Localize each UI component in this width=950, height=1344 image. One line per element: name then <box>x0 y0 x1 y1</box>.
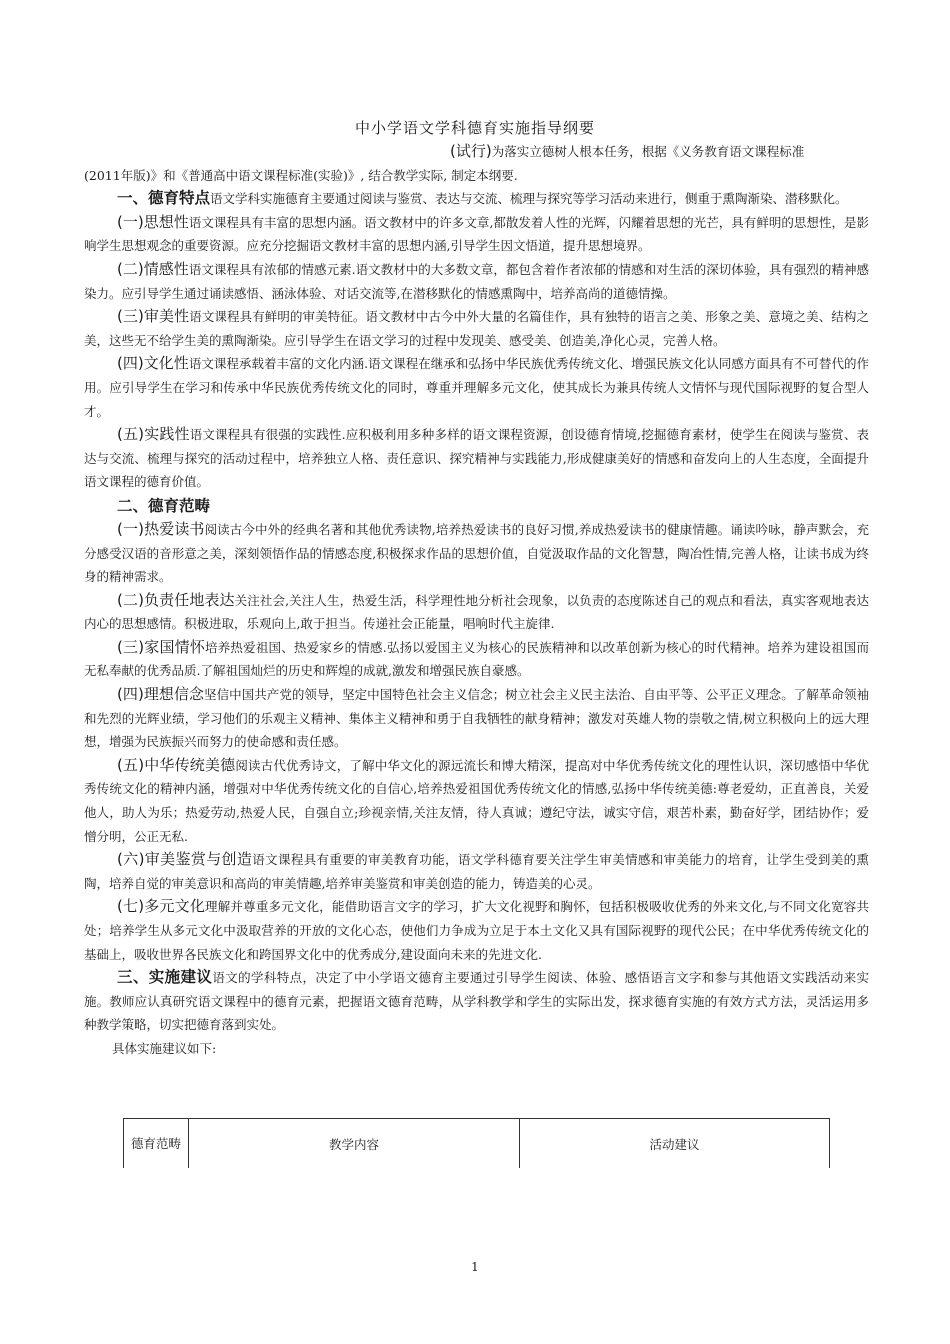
item-text: 理解并尊重多元文化，能借助语言文字的学习，扩大文化视野和胸怀，包括积极吸收优秀的外来文化,与不同文化宽容共处；培养学生从多元文化中汲取营养的开放的文化心态，使他们力争成为立足于本土文化又具有国际视野的现代公民；在中华优秀传统文化的基础上，吸收世界各民族文化和跨国界文化中的优秀成分,建设面向未来的先进文化. <box>84 899 869 962</box>
item-label: (五)中华传统美德 <box>117 755 236 774</box>
document-title: 中小学语文学科德育实施指导纲要 <box>354 119 595 137</box>
item-label: (六)审美鉴赏与创造 <box>117 850 253 869</box>
item-label: (一)思想性 <box>117 212 189 231</box>
section-2-item-4 <box>84 683 869 754</box>
item-label: (四)文化性 <box>117 354 189 373</box>
section-1-paragraph <box>84 187 869 211</box>
item-text: 语文课程具有浓郁的情感元素.语文教材中的大多数文章，都包含着作者浓郁的情感和对生活的深切体验，具有强烈的精神感染力。应引导学生通过诵读感悟、涵泳体验、对话交流等,在潜移默化的情感熏陶中，培养高尚的道德情操。 <box>84 261 869 301</box>
page-number: 1 <box>471 1260 479 1274</box>
section-1-item-4 <box>84 352 869 423</box>
table-header-cell: 德育范畴 <box>124 1119 189 1169</box>
item-text: 语文课程具有丰富的思想内涵。语文教材中的许多文章,都散发着人性的光辉，闪耀着思想的光芒，具有鲜明的思想性，是影响学生思想观念的重要资源。应充分挖掘语文教材丰富的思想内涵,引导学生因文悟道，提升思想境界。 <box>84 214 869 254</box>
item-text: 阅读古代优秀诗文，了解中华文化的源远流长和博大精深，提高对中华优秀传统文化的理性认识，深切感悟中华优秀传统文化的精神内涵，增强对中华优秀传统文化的自信心,培养热爱祖国优秀传统文化的情感,弘扬中华传统美德:尊老爱幼，正直善良，关爱他人，助人为乐；热爱劳动,热爱人民，自强自立;珍视亲情,关注友情，待人真诚；遵纪守法，诚实守信，艰苦朴素，勤奋好学，团结协作；爱憎分明，公正无私. <box>84 757 869 844</box>
section-2-item-7 <box>84 895 869 966</box>
item-text: 语文课程承载着丰富的文化内涵.语文课程在继承和弘扬中华民族优秀传统文化、增强民族文化认同感方面具有不可替代的作用。应引导学生在学习和传承中华民族优秀传统文化的同时，尊重并理解多元文化，使其成长为兼具传统人文情怀与现代国际视野的复合型人才。 <box>84 356 869 419</box>
section-2-item-6 <box>84 848 869 895</box>
item-label: (七)多元文化 <box>117 897 206 916</box>
section-1-item-3 <box>84 305 869 352</box>
section-1-item-5 <box>84 423 869 494</box>
item-label: (三)审美性 <box>117 307 190 326</box>
item-label: (二)情感性 <box>117 259 189 278</box>
item-text: 关注社会,关注人生，热爱生活，科学理性地分析社会现象，以负责的态度陈述自己的观点和看法，真实客观地表达内心的思想感情。积极进取，乐观向上,敢于担当。传递社会正能量，唱响时代主旋律. <box>84 592 869 632</box>
document-body <box>84 140 869 1061</box>
section-2-heading: 二、德育范畴 <box>117 496 211 515</box>
section-3-text: 语文的学科特点，决定了中小学语文德育主要通过引导学生阅读、体验、感悟语言文字和参与其他语文实践活动来实施。教师应认真研究语文课程中的德育元素，把握语文德育范畴，从学科教学和学生的实际出发，探求德育实施的有效方式方法，灵活运用多种教学策略，切实把德育落到实处。 <box>84 970 869 1033</box>
section-3-heading: 三、实施建议 <box>117 968 213 987</box>
item-text: 语文课程具有鲜明的审美特征。语文教材中古今中外大量的名篇佳作，具有独特的语言之美、形象之美、意境之美、结构之美，这些无不给学生美的熏陶渐染。应引导学生在语文学习的过程中发现美、感受美、创造美,净化心灵，完善人格。 <box>84 309 869 348</box>
item-label: (五)实践性 <box>117 425 190 444</box>
table-header-row <box>124 1119 830 1169</box>
implementation-table <box>123 1118 830 1168</box>
item-label: (二)负责任地表达 <box>117 590 235 609</box>
section-1-item-2 <box>84 258 869 305</box>
section-1-heading: 一、德育特点 <box>117 189 211 208</box>
trial-label: (试行) <box>450 142 492 160</box>
item-text: 坚信中国共产党的领导，坚定中国特色社会主义信念；树立社会主义民主法治、自由平等、公平正义理念。了解革命领袖和先烈的光辉业绩，学习他们的乐观主义精神、集体主义精神和勇于自我牺牲的献身精神；激发对英雄人物的崇敬之情,树立积极向上的远大理想，增强为民族振兴而努力的使命感和责任感。 <box>84 687 869 750</box>
section-1-item-1 <box>84 211 869 258</box>
item-label: (四)理想信念 <box>117 685 205 704</box>
item-text: 语文课程具有重要的审美教育功能，语文学科德育要关注学生审美情感和审美能力的培育，让学生受到美的熏陶，培养自觉的审美意识和高尚的审美情趣,培养审美鉴赏和审美创造的能力，铸造美的心灵。 <box>84 852 869 891</box>
item-label: (一)热爱读书 <box>117 519 205 538</box>
item-text: 阅读古今中外的经典名著和其他优秀读物,培养热爱读书的良好习惯,养成热爱读书的健康情趣。诵读吟咏，静声默会，充分感受汉语的音形意之美，深刻领悟作品的情感态度,积极探求作品的思想价值，自觉汲取作品的文化智慧，陶冶性情,完善人格，让读书成为终身的精神需求。 <box>84 521 869 585</box>
section-2-item-1 <box>84 518 869 589</box>
item-label: (三)家国情怀 <box>117 637 206 656</box>
intro-text-1: 为落实立德树人根本任务，根据《义务教育语文课程标准 <box>491 144 805 159</box>
intro-line-2: (2011年版)》和《普通高中语文课程标准(实验)》, 结合教学实际, 制定本纲要. <box>84 167 518 183</box>
intro-line-1 <box>84 140 869 164</box>
table-intro: 具体实施建议如下: <box>112 1040 217 1056</box>
table-header-cell: 活动建议 <box>520 1119 830 1169</box>
section-2-item-2 <box>84 589 869 636</box>
item-text: 培养热爱祖国、热爱家乡的情感.弘扬以爱国主义为核心的民族精神和以改革创新为核心的时代精神。培养为建设祖国而无私奉献的优秀品质.了解祖国灿烂的历史和辉煌的成就,激发和增强民族自豪感。 <box>84 639 869 679</box>
section-1-text: 语文学科实施德育主要通过阅读与鉴赏、表达与交流、梳理与探究等学习活动来进行，侧重于熏陶渐染、潜移默化。 <box>210 191 848 207</box>
section-2-item-5 <box>84 754 869 848</box>
table-header-cell: 教学内容 <box>189 1119 520 1169</box>
section-3-paragraph <box>84 966 869 1037</box>
section-2-item-3 <box>84 636 869 683</box>
item-text: 语文课程具有很强的实践性.应积极利用多种多样的语文课程资源，创设德育情境,挖掘德育素材，使学生在阅读与鉴赏、表达与交流、梳理与探究的活动过程中，培养独立人格、责任意识、探究精神与实践能力,形成健康美好的情感和奋发向上的人生态度，全面提升语文课程的德育价值。 <box>84 427 869 490</box>
